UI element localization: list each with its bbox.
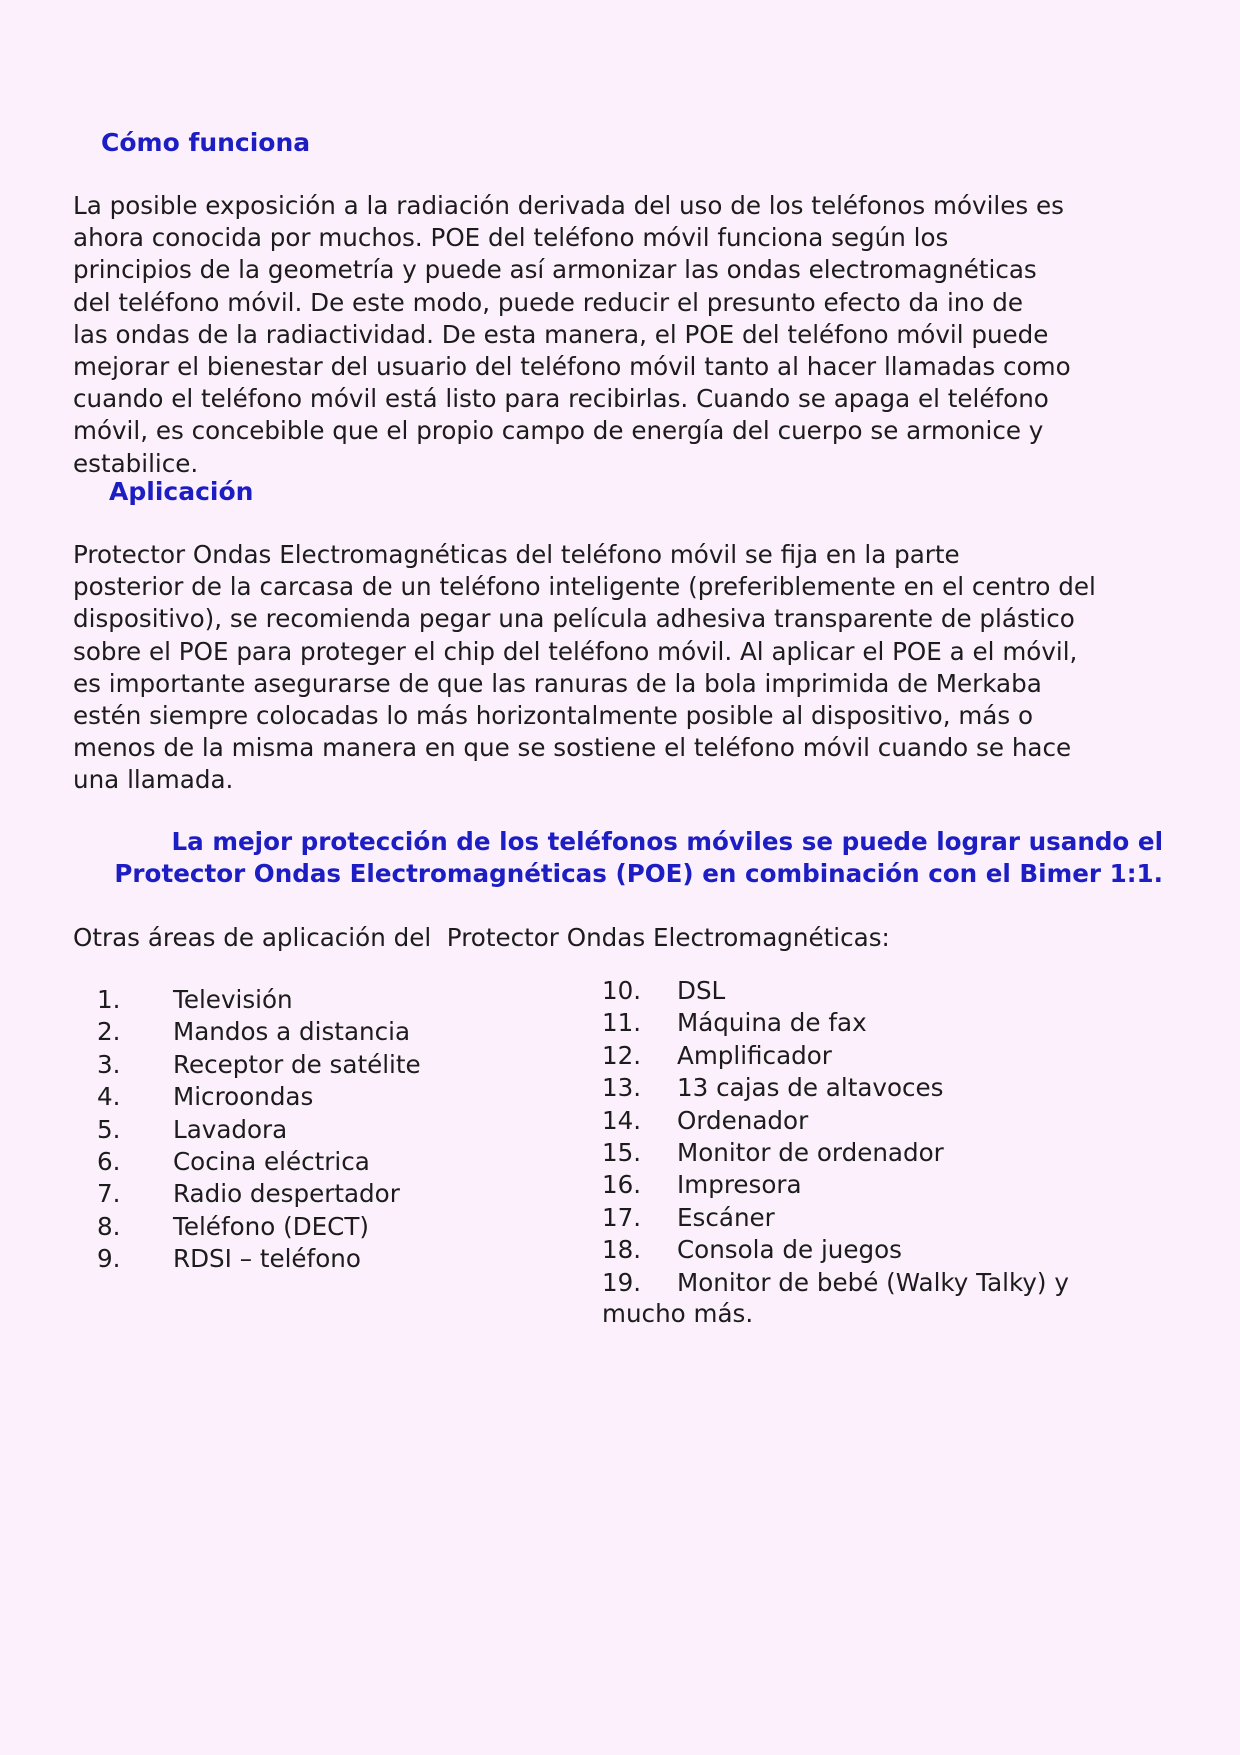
list-item-label: 13 cajas de altavoces [677,1073,944,1103]
heading-como-funciona: Cómo funciona [101,128,311,157]
list-item-number: 18. [602,1235,642,1265]
list-item-label: Monitor de ordenador [677,1138,944,1168]
areas-intro: Otras áreas de aplicación del Protector Ondas Electromagnéticas: [73,923,890,952]
list-item-number: 13. [602,1073,642,1103]
list-item [97,1114,421,1146]
list-item-number: 16. [602,1170,642,1200]
list-item [602,1267,1069,1299]
list-item-number: 14. [602,1105,642,1135]
list-item [97,1146,421,1178]
list-item [602,975,1069,1007]
list-item-number: 6. [97,1147,121,1177]
list-item-label: Escáner [677,1202,775,1232]
list-item-number: 2. [97,1017,121,1047]
list-item-label: Máquina de fax [677,1008,867,1038]
list-item-label: RDSI – teléfono [173,1244,361,1274]
list-item-number: 9. [97,1244,121,1274]
list-item-label: Amplificador [677,1040,832,1070]
list-item-number: 8. [97,1211,121,1241]
list-item-number: 4. [97,1082,121,1112]
areas-list-right [602,975,1069,1299]
list-item [602,1007,1069,1039]
areas-list-tail: mucho más. [602,1299,754,1328]
list-item-number: 7. [97,1179,121,1209]
list-item-label: Televisión [173,985,293,1014]
list-item-number: 15. [602,1138,642,1168]
list-item [97,984,421,1016]
list-item-number: 11. [602,1008,642,1038]
list-item-label: Ordenador [677,1105,809,1135]
list-item-label: Mandos a distancia [173,1017,411,1047]
paragraph-como-funciona: La posible exposición a la radiación derivada del uso de los teléfonos móviles es ahora conocida por muchos. POE del teléfono móvil funciona según los principios de la geometría y puede así armonizar las ondas electromagnéticas del teléfono móvil. De este modo, puede reducir el presunto efecto da ino de las ondas de la radiactividad. De esta manera, el POE del teléfono móvil puede mejorar el bienestar del usuario del teléfono móvil tanto al hacer llamadas como cuando el teléfono móvil está listo para recibirlas. Cuando se apaga el teléfono móvil, es concebible que el propio campo de energía del cuerpo se armonice y estabilice. [73,191,1071,478]
list-item [602,1169,1069,1201]
list-item-number: 5. [97,1114,121,1144]
areas-list-left [97,984,421,1276]
list-item [97,1178,421,1210]
list-item [97,1081,421,1113]
list-item-number: 17. [602,1202,642,1232]
heading-aplicacion: Aplicación [109,477,254,506]
highlight-statement: La mejor protección de los teléfonos móviles se puede lograr usando el Protector Ondas Electromagnéticas (POE) en combinación con el Bimer 1:1. [114,827,1163,889]
list-item-label: Impresora [677,1170,802,1200]
list-item [602,1105,1069,1137]
list-item [602,1040,1069,1072]
list-item-label: Cocina eléctrica [173,1147,370,1177]
list-item-label: Receptor de satélite [173,1049,421,1079]
list-item-number: 12. [602,1040,642,1070]
list-item-number: 10. [602,976,642,1005]
list-item [97,1211,421,1243]
list-item-label: Radio despertador [173,1179,400,1209]
list-item-label: Microondas [173,1082,314,1112]
list-item [97,1049,421,1081]
list-item [97,1243,421,1275]
list-item-label: DSL [677,976,726,1005]
list-item-label: Consola de juegos [677,1235,902,1265]
list-item-label: Lavadora [173,1114,288,1144]
list-item [602,1234,1069,1266]
list-item-label: Teléfono (DECT) [173,1211,369,1241]
list-item [97,1016,421,1048]
list-item-label: Monitor de bebé (Walky Talky) y [677,1267,1069,1297]
list-item-number: 19. [602,1267,642,1297]
paragraph-aplicacion: Protector Ondas Electromagnéticas del teléfono móvil se fija en la parte posterior de la carcasa de un teléfono inteligente (preferiblemente en el centro del dispositivo), se recomienda pegar una película adhesiva transparente de plástico sobre el POE para proteger el chip del teléfono móvil. Al aplicar el POE a el móvil, es importante asegurarse de que las ranuras de la bola imprimida de Merkaba estén siempre colocadas lo más horizontalmente posible al dispositivo, más o menos de la misma manera en que se sostiene el teléfono móvil cuando se hace una llamada. [73,540,1096,795]
list-item [602,1137,1069,1169]
list-item [602,1072,1069,1104]
list-item-number: 1. [97,985,121,1014]
list-item [602,1202,1069,1234]
list-item-number: 3. [97,1049,121,1079]
